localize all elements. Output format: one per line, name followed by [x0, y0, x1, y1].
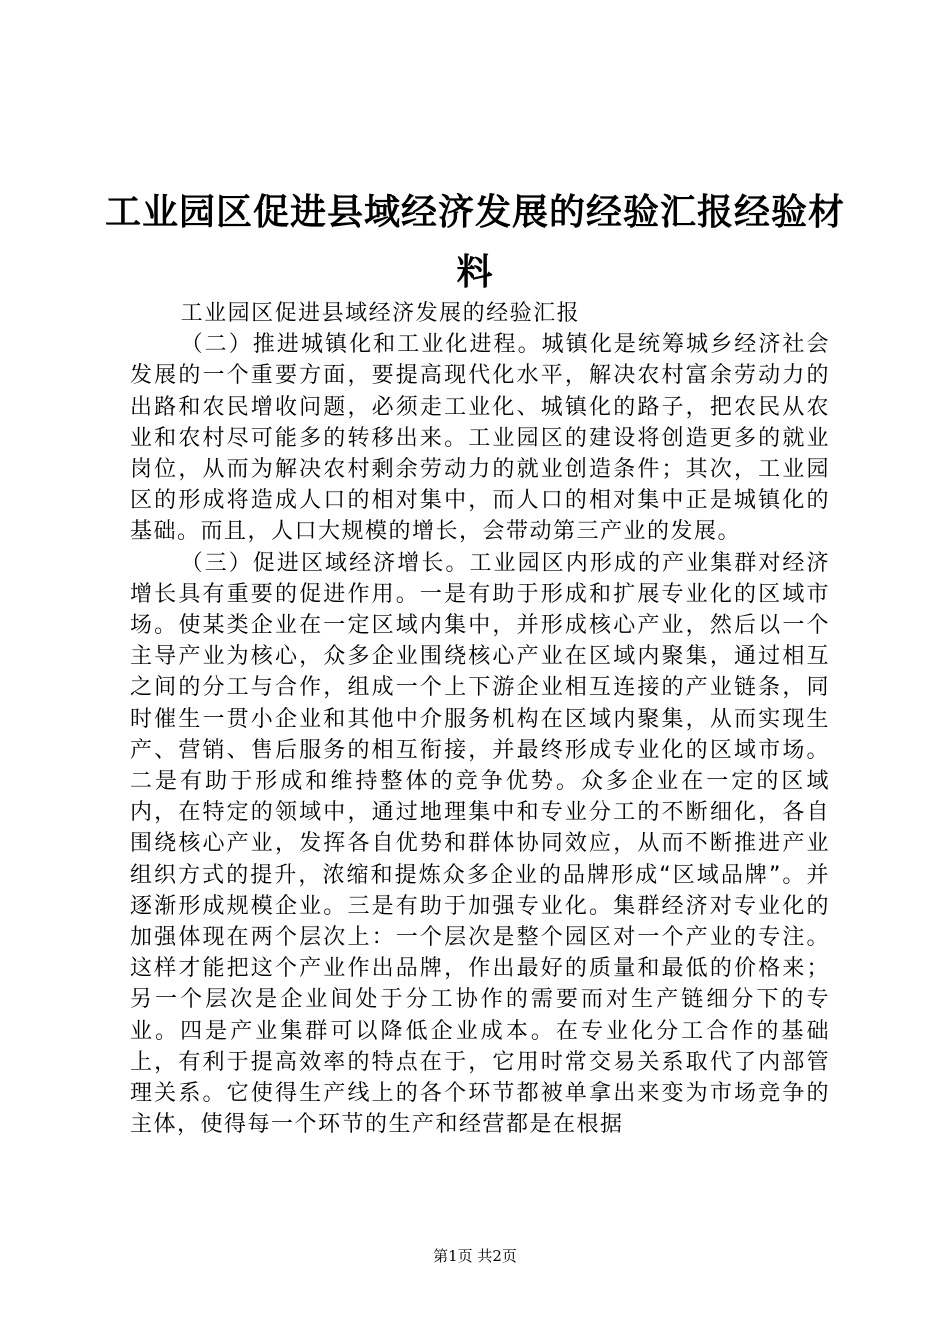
document-body — [130, 298, 830, 1140]
page-footer: 第1页 共2页 — [433, 1247, 517, 1265]
document-title: 工业园区促进县域经济发展的经验汇报经验材料 — [104, 191, 845, 293]
paragraph: （二）推进城镇化和工业化进程。城镇化是统筹城乡经济社会发展的一个重要方面，要提高现代化水平，解决农村富余劳动力的出路和农民增收问题，必须走工业化、城镇化的路子，把农民从农业和农村尽可能多的转移出来。工业园区的建设将创造更多的就业岗位，从而为解决农村剩余劳动力的就业创造条件；其次，工业园区的形成将造成人口的相对集中，而人口的相对集中正是城镇化的基础。而且，人口大规模的增长，会带动第三产业的发展。 — [130, 332, 830, 545]
document-subtitle: 工业园区促进县域经济发展的经验汇报 — [180, 301, 581, 326]
paragraph: （三）促进区域经济增长。工业园区内形成的产业集群对经济增长具有重要的促进作用。一是有助于形成和扩展专业化的区域市场。使某类企业在一定区域内集中，并形成核心产业，然后以一个主导产业为核心，众多企业围绕核心产业在区域内聚集，通过相互之间的分工与合作，组成一个上下游企业相互连接的产业链条，同时催生一贯小企业和其他中介服务机构在区域内聚集，从而实现生产、营销、售后服务的相互衔接，并最终形成专业化的区域市场。二是有助于形成和维持整体的竞争优势。众多企业在一定的区域内，在特定的领域中，通过地理集中和专业分工的不断细化，各自围绕核心产业，发挥各自优势和群体协同效应，从而不断推进产业组织方式的提升，浓缩和提炼众多企业的品牌形成“区域品牌”。并逐渐形成规模企业。三是有助于加强专业化。集群经济对专业化的加强体现在两个层次上：一个层次是整个园区对一个产业的专注。这样才能把这个产业作出品牌，作出最好的质量和最低的价格来；另一个层次是企业间处于分工协作的需要而对生产链细分下的专业。四是产业集群可以降低企业成本。在专业化分工合作的基础上，有利于提高效率的特点在于，它用时常交易关系取代了内部管理关系。它使得生产线上的各个环节都被单拿出来变为市场竞争的主体，使得每一个环节的生产和经营都是在根据 — [130, 550, 830, 1138]
